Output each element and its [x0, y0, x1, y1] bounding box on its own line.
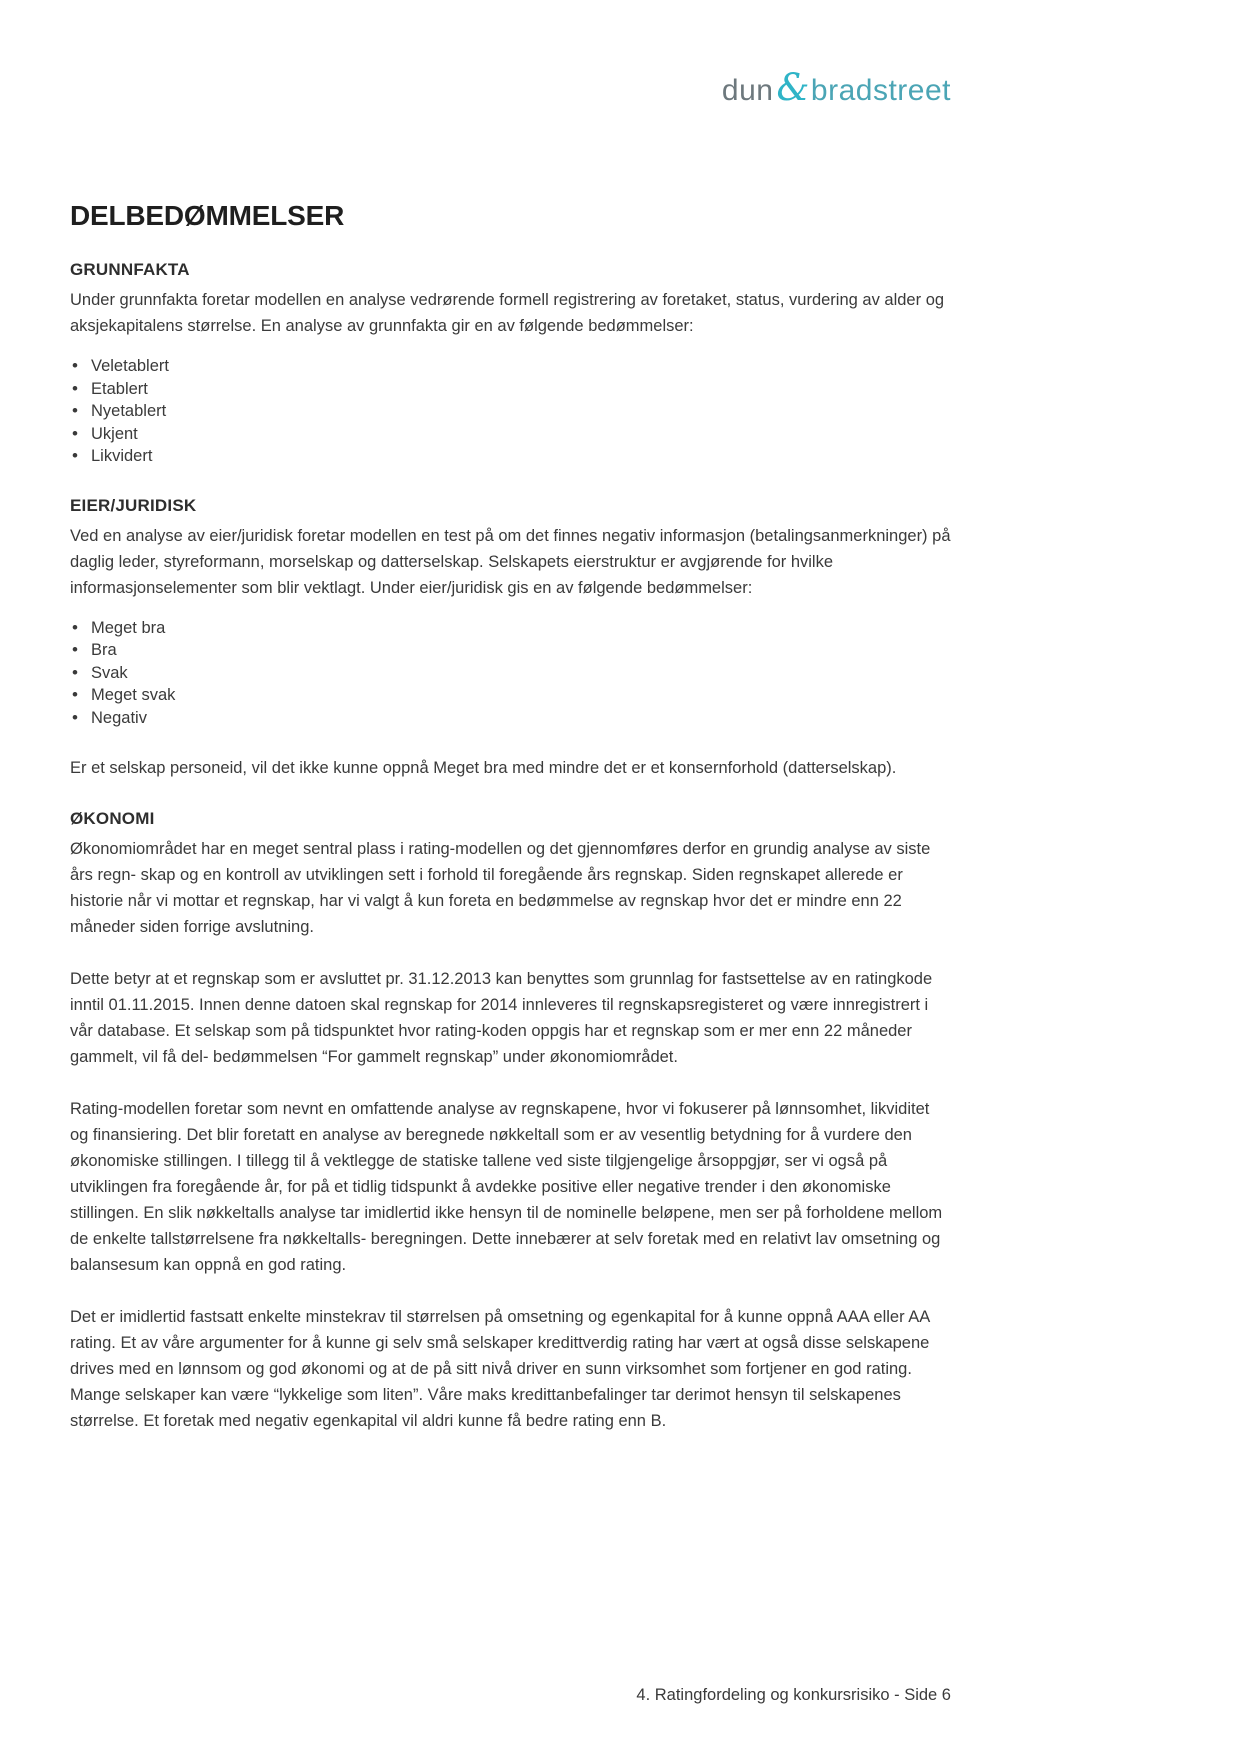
logo-ampersand-icon: & [776, 66, 810, 109]
section-heading-okonomi: ØKONOMI [70, 809, 155, 828]
list-item: • Likvidert [72, 445, 951, 468]
list-item: • Negativ [72, 707, 951, 730]
list-item: • Meget bra [72, 617, 951, 640]
eier-juridisk-note-paragraph: Er et selskap personeid, vil det ikke kunne oppnå Meget bra med mindre det er et konsernforhold (datterselskap). [70, 759, 897, 777]
list-item: • Svak [72, 662, 951, 685]
logo-text-bradstreet: bradstreet [810, 74, 951, 107]
list-item: • Etablert [72, 378, 951, 401]
section-heading-grunnfakta: GRUNNFAKTA [70, 260, 190, 279]
eier-juridisk-bullet-list [70, 617, 951, 730]
eier-juridisk-intro-paragraph: Ved en analyse av eier/juridisk foretar modellen en test på om det finnes negativ informasjon (betalingsanmerkninger) på daglig leder, styreformann, morselskap og datterselskap. Selskapets eierstruktur er avgjørende for hvilke informasjonselementer som blir vektlagt. Under eier/juridisk gis en av følgende bedømmelser: [70, 526, 951, 597]
okonomi-paragraph-4: Det er imidlertid fastsatt enkelte minstekrav til størrelsen på omsetning og egenkapital for å kunne oppnå AAA eller AA rating. Et av våre argumenter for å kunne gi selv små selskaper kredittverdig rating har vært at også disse selskapene drives med en lønnsom og god økonomi og at de på sitt nivå driver en sunn virksomhet som fortjener en god rating. Mange selskaper kan være “lykkelige som liten”. Våre maks kredittanbefalinger tar derimot hensyn til selskapenes størrelse. Et foretak med negativ egenkapital vil aldri kunne få bedre rating enn B. [70, 1308, 930, 1430]
page-footer: 4. Ratingfordeling og konkursrisiko - Side 6 [636, 1686, 951, 1704]
list-item: • Meget svak [72, 684, 951, 707]
logo-text-dun: dun [721, 74, 774, 107]
list-item: • Nyetablert [72, 400, 951, 423]
grunnfakta-bullet-list [70, 355, 951, 468]
okonomi-paragraph-2: Dette betyr at et regnskap som er avsluttet pr. 31.12.2013 kan benyttes som grunnlag for fastsettelse av en ratingkode inntil 01.11.2015. Innen denne datoen skal regnskap for 2014 innleveres til regnskapsregisteret og være innregistrert i vår database. Et selskap som på tidspunktet hvor rating-koden oppgis har et regnskap som er mer enn 22 måneder gammelt, vil få del- bedømmelsen “For gammelt regnskap” under økonomiområdet. [70, 970, 933, 1066]
list-item: • Bra [72, 639, 951, 662]
okonomi-paragraph-3: Rating-modellen foretar som nevnt en omfattende analyse av regnskapene, hvor vi fokuserer på lønnsomhet, likviditet og finansiering. Det blir foretatt en analyse av beregnede nøkkeltall som er av vesentlig betydning for å vurdere den økonomiske stillingen. I tillegg til å vektlegge de statiske tallene ved siste tilgjengelige årsoppgjør, ser vi også på utviklingen fra foregående år, for på et tidlig tidspunkt å avdekke positive eller negative trender i den økonomiske stillingen. En slik nøkkeltalls analyse tar imidlertid ikke hensyn til de nominelle beløpene, men ser på forholdene mellom de enkelte tallstørrelsene fra nøkkeltalls- beregningen. Dette innebærer at selv foretak med en relativt lav omsetning og balansesum kan oppnå en god rating. [70, 1100, 943, 1274]
grunnfakta-intro-paragraph: Under grunnfakta foretar modellen en analyse vedrørende formell registrering av foretaket, status, vurdering av alder og aksjekapitalens størrelse. En analyse av grunnfakta gir en av følgende bedømmelser: [70, 291, 945, 335]
page-title: DELBEDØMMELSER [70, 200, 345, 231]
page-content [70, 0, 951, 1434]
list-item: • Veletablert [72, 355, 951, 378]
section-heading-eier-juridisk: EIER/JURIDISK [70, 495, 197, 515]
dun-bradstreet-logo [70, 66, 951, 114]
okonomi-paragraph-1: Økonomiområdet har en meget sentral plass i rating-modellen og det gjennomføres derfor en grundig analyse av siste års regn- skap og en kontroll av utviklingen sett i forhold til foregående års regnskap. Siden regnskapet allerede er historie når vi mottar et regnskap, har vi valgt å kun foreta en bedømmelse av regnskap hvor det er mindre enn 22 måneder siden forrige avslutning. [70, 840, 931, 936]
list-item: • Ukjent [72, 423, 951, 446]
